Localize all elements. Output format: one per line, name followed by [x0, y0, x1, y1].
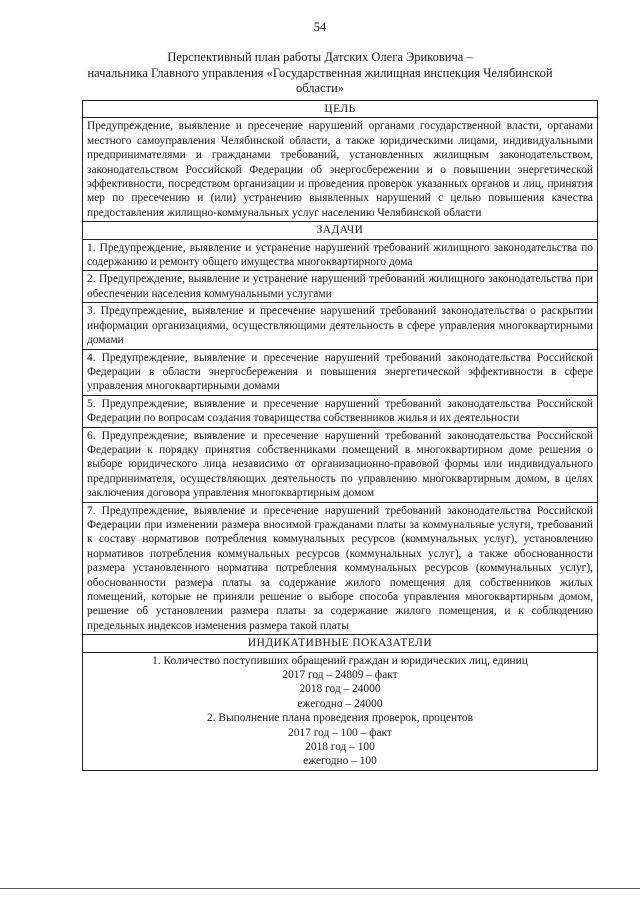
indicator-line: 2. Выполнение плана проведения проверок, процентов	[207, 712, 473, 725]
title-line-3: области»	[295, 81, 345, 95]
task-item-6: 6. Предупреждение, выявление и пресечение нарушений требований законодательства Российской Федерации к порядку принятия собственниками помещений в многоквартирном доме решения о выборе юридического лица независимо от организационно-правовой формы или индивидуального предпринимателя, осуществляющих деятельность по управлению многоквартирным домом, в целях заключения договора управления многоквартирным домом	[83, 427, 598, 502]
indicators-header: ИНДИКАТИВНЫЕ ПОКАЗАТЕЛИ	[83, 635, 598, 652]
indicator-line: 1. Количество поступивших обращений граждан и юридических лиц, единиц	[152, 654, 528, 667]
task-item-3: 3. Предупреждение, выявление и пресечение нарушений требований законодательства о раскрытии информации организациями, осуществляющими деятельность в сфере управления многоквартирными домами	[83, 303, 598, 349]
task-item-4: 4. Предупреждение, выявление и пресечение нарушений требований законодательства Российской Федерации в области энергосбережения и повышения энергетической эффективности в сфере управления многоквартирными домами	[83, 349, 598, 395]
title-line-1: Перспективный план работы Датских Олега Эриковича –	[167, 50, 473, 64]
task-item-2: 2. Предупреждение, выявление и устранение нарушений требований жилищного законодательства при обеспечении населения коммунальными услугами	[83, 271, 598, 303]
task-item-1: 1. Предупреждение, выявление и устранение нарушений требований жилищного законодательства по содержанию и ремонту общего имущества многоквартирного дома	[83, 239, 598, 271]
indicator-line: ежегодно – 24000	[297, 697, 383, 710]
task-item-7: 7. Предупреждение, выявление и пресечение нарушений требований законодательства Российской Федерации при изменении размера вносимой гражданами платы за коммунальные услуги, требований к составу нормативов потребления коммунальных ресурсов (коммунальных услуг), установлению нормативов потребления коммунальных ресурсов (коммунальных услуг), а также обоснованности размера установленного норматива потребления коммунальных ресурсов (коммунальных услуг), обоснованности размера платы за содержание жилого помещения для собственников жилых помещений, которые не приняли решение о выборе способа управления многоквартирным домом, решение об установлении размера платы за содержание жилого помещения, и к соблюдению предельных индексов изменения размера такой платы	[83, 502, 598, 635]
indicator-line: 2017 год – 24809 – факт	[282, 669, 398, 682]
indicator-line: 2018 год – 24000	[299, 683, 381, 696]
indicator-line: 2017 год – 100 – факт	[288, 726, 392, 739]
page-number: 54	[313, 20, 327, 34]
document-title	[80, 50, 560, 97]
plan-table	[82, 100, 598, 771]
title-line-2: начальника Главного управления «Государственная жилищная инспекция Челябинской	[87, 65, 553, 80]
indicator-line: 2018 год – 100	[305, 741, 375, 754]
tasks-header: ЗАДАЧИ	[83, 222, 598, 239]
page-bottom-rule	[0, 888, 640, 889]
goal-header: ЦЕЛЬ	[83, 101, 598, 118]
task-item-5: 5. Предупреждение, выявление и пресечение нарушений требований законодательства Российской Федерации по вопросам создания товарищества собственников жилья и их деятельности	[83, 395, 598, 427]
goal-text: Предупреждение, выявление и пресечение нарушений органами государственной власти, органами местного самоуправления Челябинской области, а также юридическими лицами, индивидуальными предпринимателями и гражданами требований, установленных жилищным законодательством, законодательством Российской Федерации об энергосбережении и о повышении энергетической эффективности, посредством организации и проведения проверок указанных органов и лиц, принятия мер по пресечению и (или) устранению выявленных нарушений с целью повышения качества предоставления жилищно-коммунальных услуг населению Челябинской области	[83, 118, 598, 222]
indicator-line: ежегодно – 100	[303, 755, 377, 768]
indicators-body	[83, 652, 598, 770]
